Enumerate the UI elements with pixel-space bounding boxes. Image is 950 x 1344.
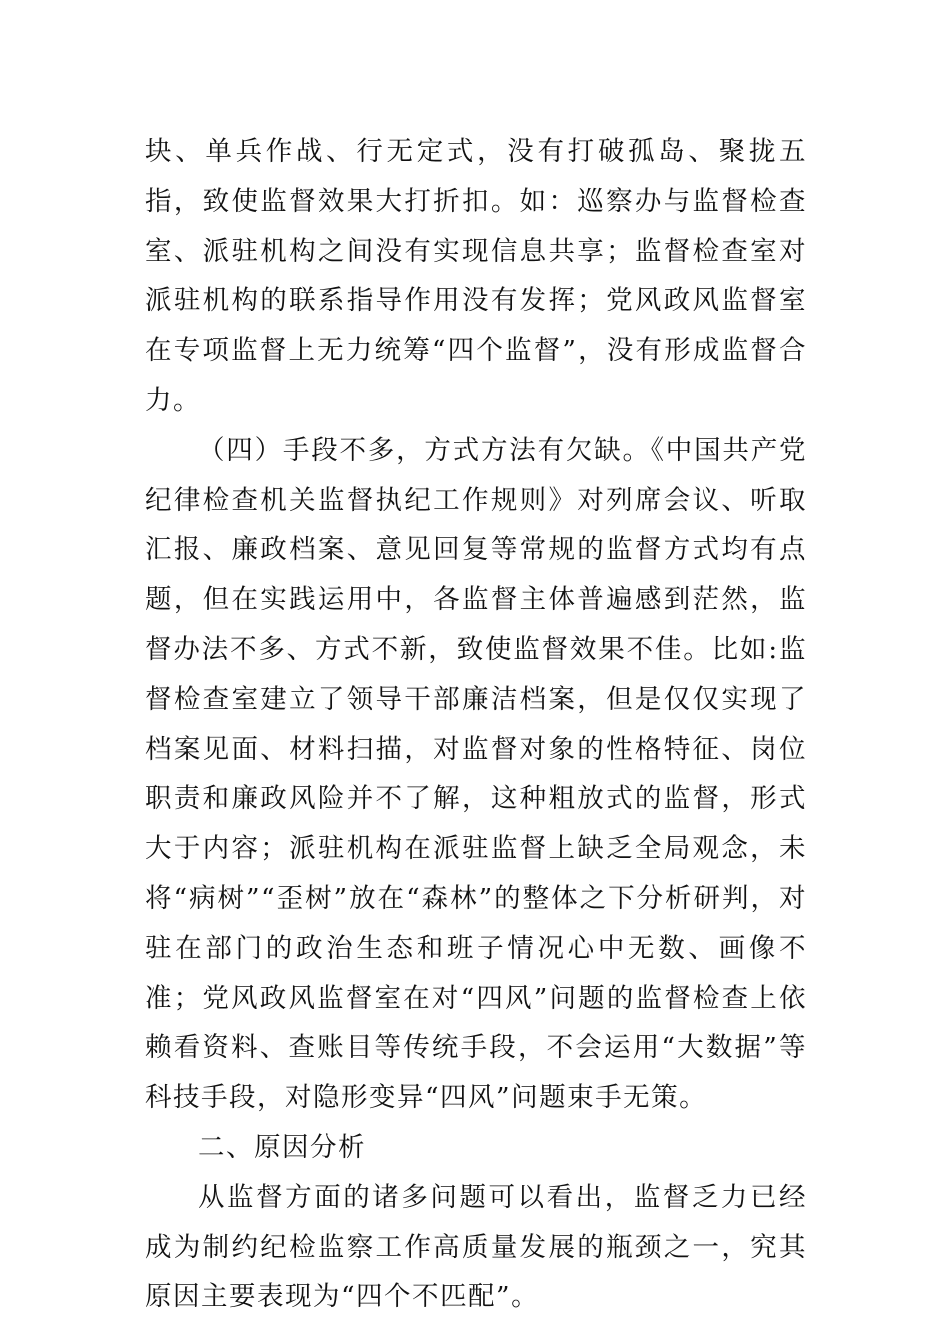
section-heading: 二、原因分析 bbox=[198, 1131, 366, 1163]
paragraph-section-four: （四）手段不多，方式方法有欠缺。《中国共产党纪律检查机关监督执纪工作规则》对列席会议、听取汇报、廉政档案、意见回复等常规的监督方式均有点题，但在实践运用中，各监督主体普遍感到茫然，监督办法不多、方式不新，致使监督效果不佳。比如:监督检查室建立了领导干部廉洁档案，但是仅仅实现了档案见面、材料扫描，对监督对象的性格特征、岗位职责和廉政风险并不了解，这种粗放式的监督，形式大于内容；派驻机构在派驻监督上缺乏全局观念，未将“病树”“歪树”放在“森林”的整体之下分析研判，对驻在部门的政治生态和班子情况心中无数、画像不准；党风政风监督室在对“四风”问题的监督检查上依赖看资料、查账目等传统手段，不会运用“大数据”等科技手段，对隐形变异“四风”问题束手无策。 bbox=[145, 434, 807, 1114]
paragraph-closing: 从监督方面的诸多问题可以看出，监督乏力已经成为制约纪检监察工作高质量发展的瓶颈之一，究其原因主要表现为“四个不匹配”。 bbox=[145, 1181, 807, 1313]
document-body bbox=[145, 127, 807, 1322]
paragraph-continuation: 块、单兵作战、行无定式，没有打破孤岛、聚拢五指，致使监督效果大打折扣。如：巡察办与监督检查室、派驻机构之间没有实现信息共享；监督检查室对派驻机构的联系指导作用没有发挥；党风政风监督室在专项监督上无力统筹“四个监督”，没有形成监督合力。 bbox=[145, 136, 807, 416]
